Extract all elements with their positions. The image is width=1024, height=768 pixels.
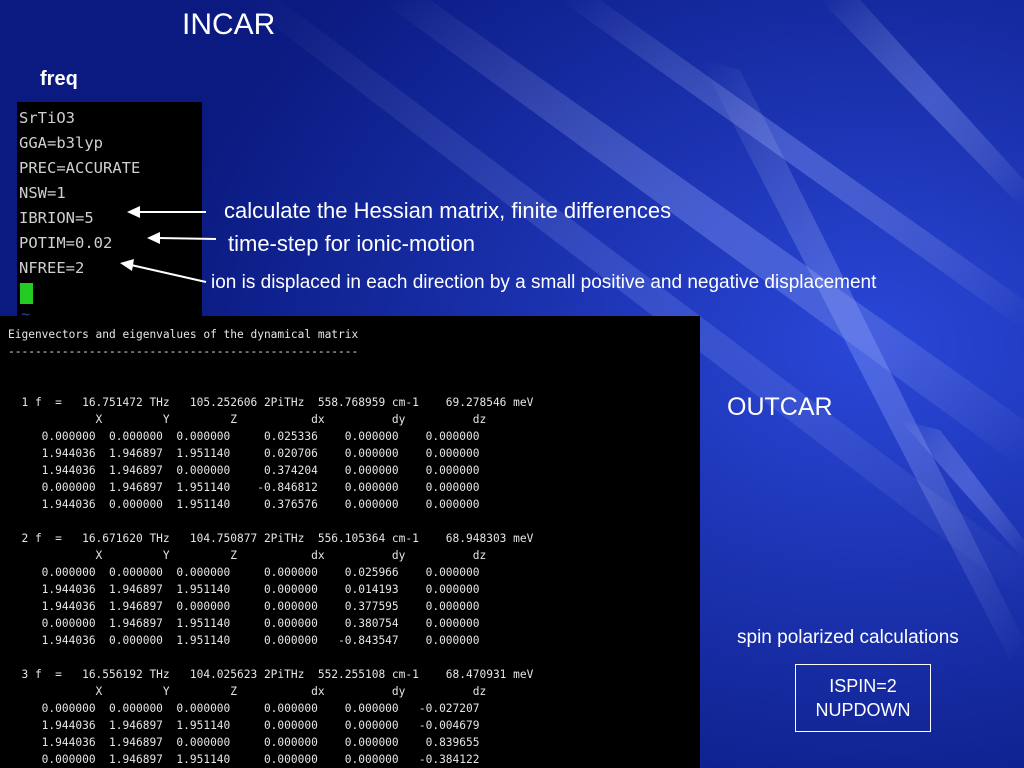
terminal-cursor — [20, 283, 33, 304]
note-potim: time-step for ionic-motion — [228, 231, 475, 256]
incar-line-gga: GGA=b3lyp — [19, 134, 103, 152]
outcar-line: 1.944036 0.000000 1.951140 0.376576 0.000000 0.000000 — [8, 498, 480, 511]
outcar-line: 1 f = 16.751472 THz 105.252606 2PiTHz 558.768959 cm-1 69.278546 meV — [8, 396, 534, 409]
outcar-line: 1.944036 0.000000 1.951140 0.000000 -0.843547 0.000000 — [8, 634, 480, 647]
outcar-line — [0, 360, 700, 377]
incar-line-ibrion: IBRION=5 — [19, 209, 94, 227]
incar-tilde: ~ — [21, 305, 31, 316]
outcar-line: 1.944036 1.946897 0.000000 0.000000 0.377595 0.000000 — [8, 600, 480, 613]
outcar-line: 0.000000 1.946897 1.951140 -0.846812 0.000000 0.000000 — [8, 481, 480, 494]
outcar-line: 3 f = 16.556192 THz 104.025623 2PiTHz 552.255108 cm-1 68.470931 meV — [8, 668, 534, 681]
outcar-line: 1.944036 1.946897 1.951140 0.000000 0.014193 0.000000 — [8, 583, 480, 596]
note-nfree: ion is displaced in each direction by a small positive and negative displacement — [211, 272, 877, 293]
incar-line-nfree: NFREE=2 — [19, 259, 85, 277]
outcar-lines — [0, 326, 700, 768]
outcar-line: X Y Z dx dy dz — [8, 685, 487, 698]
incar-line-potim: POTIM=0.02 — [19, 234, 113, 252]
outcar-line: 0.000000 0.000000 0.000000 0.000000 0.000000 -0.027207 — [8, 702, 480, 715]
outcar-title: OUTCAR — [727, 393, 833, 421]
outcar-line: 0.000000 1.946897 1.951140 0.000000 0.380754 0.000000 — [8, 617, 480, 630]
outcar-line: 1.944036 1.946897 0.000000 0.374204 0.000000 0.000000 — [8, 464, 480, 477]
outcar-line: ---------------------------------------------------- — [8, 345, 359, 358]
incar-title: INCAR — [182, 8, 276, 41]
outcar-line: X Y Z dx dy dz — [8, 549, 487, 562]
outcar-line: 0.000000 1.946897 1.951140 0.000000 0.000000 -0.384122 — [8, 753, 480, 766]
outcar-line: Eigenvectors and eigenvalues of the dynamical matrix — [8, 328, 359, 341]
outcar-line — [0, 377, 700, 394]
freq-label: freq — [40, 68, 78, 90]
outcar-line: 2 f = 16.671620 THz 104.750877 2PiTHz 556.105364 cm-1 68.948303 meV — [8, 532, 534, 545]
incar-line-nsw: NSW=1 — [19, 184, 66, 202]
outcar-line — [0, 649, 700, 666]
incar-line-system: SrTiO3 — [19, 109, 75, 127]
outcar-line: 0.000000 0.000000 0.000000 0.000000 0.025966 0.000000 — [8, 566, 480, 579]
outcar-line: 0.000000 0.000000 0.000000 0.025336 0.000000 0.000000 — [8, 430, 480, 443]
outcar-terminal — [0, 316, 700, 768]
incar-terminal — [17, 102, 202, 316]
incar-line-prec: PREC=ACCURATE — [19, 159, 141, 177]
ispin-box — [795, 664, 931, 732]
ispin-line: ISPIN=2 — [829, 676, 897, 696]
outcar-line: 1.944036 1.946897 0.000000 0.000000 0.000000 0.839655 — [8, 736, 480, 749]
outcar-line: X Y Z dx dy dz — [8, 413, 487, 426]
outcar-line: 1.944036 1.946897 1.951140 0.020706 0.000000 0.000000 — [8, 447, 480, 460]
note-spin: spin polarized calculations — [737, 627, 959, 648]
outcar-line: 1.944036 1.946897 1.951140 0.000000 0.000000 -0.004679 — [8, 719, 480, 732]
note-ibrion: calculate the Hessian matrix, finite differences — [224, 198, 672, 223]
nupdown-line: NUPDOWN — [815, 700, 911, 720]
outcar-line — [0, 513, 700, 530]
